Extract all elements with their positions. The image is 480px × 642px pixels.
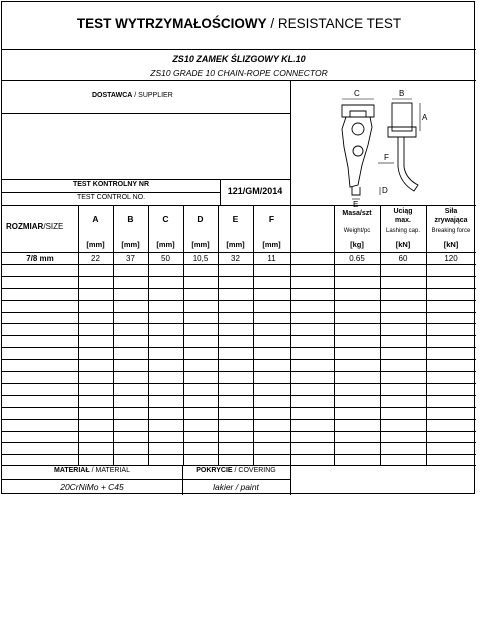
size-header-pl: ROZMIAR bbox=[6, 222, 44, 231]
product-name-en: ZS10 GRADE 10 CHAIN-ROPE CONNECTOR bbox=[150, 68, 328, 78]
cell-size: 7/8 mm bbox=[26, 254, 54, 263]
divider bbox=[2, 113, 290, 114]
material-value: 20CrNiMo + C45 bbox=[60, 482, 124, 492]
covering-label-en: COVERING bbox=[238, 467, 276, 474]
dim-unit-c: [mm] bbox=[156, 240, 175, 249]
dim-header-e: E bbox=[232, 214, 239, 224]
dim-header-f: F bbox=[268, 214, 275, 224]
material-label-sep: / bbox=[89, 467, 96, 474]
material-label-en: MATERIAL bbox=[95, 467, 130, 474]
cell-b: 37 bbox=[126, 254, 135, 263]
dim-header-a: A bbox=[92, 214, 99, 224]
size-header-en: SIZE bbox=[45, 222, 64, 231]
row-divider bbox=[2, 276, 476, 277]
supplier-pl: DOSTAWCA bbox=[92, 92, 133, 99]
drawing-label-f: F bbox=[384, 153, 389, 162]
test-control-pl: TEST KONTROLNY NR bbox=[72, 181, 150, 188]
test-control-number: 121/GM/2014 bbox=[227, 186, 283, 196]
dim-unit-d: [mm] bbox=[191, 240, 210, 249]
dim-unit-b: [mm] bbox=[121, 240, 140, 249]
divider bbox=[2, 49, 476, 50]
dim-header-d: D bbox=[197, 214, 204, 224]
cell-lashing: 60 bbox=[398, 254, 408, 263]
title-sep: / bbox=[266, 16, 278, 31]
mass-header-en: Weight/pc bbox=[343, 228, 371, 234]
mass-unit: [kg] bbox=[350, 240, 364, 249]
dim-unit-e: [mm] bbox=[226, 240, 245, 249]
breaking-unit: [kN] bbox=[443, 240, 459, 249]
size-header-sep: / bbox=[43, 222, 46, 231]
lashing-header-en: Lashing cap. bbox=[385, 228, 421, 234]
covering-label-sep: / bbox=[232, 467, 239, 474]
row-divider bbox=[2, 431, 476, 432]
table-bottom-border bbox=[2, 465, 476, 466]
row-divider bbox=[2, 288, 476, 289]
cell-e: 32 bbox=[231, 254, 240, 263]
row-divider bbox=[2, 419, 476, 420]
cell-mass: 0.65 bbox=[349, 254, 365, 263]
dim-header-b: B bbox=[127, 214, 134, 224]
test-control-en: TEST CONTROL NO. bbox=[76, 194, 146, 201]
row-divider bbox=[2, 264, 476, 265]
page-title bbox=[2, 16, 476, 31]
row-divider bbox=[2, 407, 476, 408]
material-label bbox=[2, 467, 182, 474]
row-divider bbox=[2, 395, 476, 396]
divider bbox=[290, 465, 291, 495]
material-label-pl: MATERIAŁ bbox=[54, 467, 90, 474]
drawing-label-b: B bbox=[399, 89, 405, 98]
lashing-unit: [kN] bbox=[395, 240, 411, 249]
covering-value: lakier / paint bbox=[213, 482, 259, 492]
breaking-header-pl1: Siła bbox=[444, 208, 458, 215]
title-pl: TEST WYTRZYMAŁOŚCIOWY bbox=[76, 16, 267, 31]
supplier-label bbox=[92, 92, 173, 99]
cell-breaking: 120 bbox=[444, 254, 458, 263]
row-divider bbox=[2, 312, 476, 313]
connector-drawing bbox=[322, 87, 432, 207]
row-divider bbox=[2, 323, 476, 324]
drawing-label-a: A bbox=[422, 113, 428, 122]
cell-c: 50 bbox=[161, 254, 170, 263]
size-header bbox=[6, 222, 63, 231]
row-divider bbox=[2, 359, 476, 360]
supplier-en: SUPPLIER bbox=[138, 92, 173, 99]
test-sheet bbox=[1, 1, 475, 494]
cell-a: 22 bbox=[91, 254, 100, 263]
supplier-sep: / bbox=[132, 92, 139, 99]
drawing-label-e: E bbox=[353, 200, 359, 207]
row-divider bbox=[2, 383, 476, 384]
row-divider bbox=[2, 442, 476, 443]
divider bbox=[2, 80, 476, 81]
lashing-header-pl1: Uciąg bbox=[393, 208, 413, 215]
breaking-header-pl2: zrywająca bbox=[434, 217, 468, 224]
title-en: RESISTANCE TEST bbox=[277, 16, 402, 31]
covering-label-pl: POKRYCIE bbox=[196, 467, 233, 474]
table-top-border bbox=[2, 205, 476, 206]
row-divider bbox=[2, 300, 476, 301]
row-divider bbox=[2, 371, 476, 372]
drawing-label-d: D bbox=[382, 186, 388, 195]
row-divider bbox=[2, 335, 476, 336]
covering-label bbox=[182, 467, 290, 474]
breaking-header-en: Breaking force bbox=[431, 228, 471, 234]
lashing-header-pl2: max. bbox=[395, 217, 411, 224]
cell-f: 11 bbox=[267, 254, 276, 263]
row-divider bbox=[2, 347, 476, 348]
row-divider bbox=[2, 454, 476, 455]
product-name-pl: ZS10 ZAMEK ŚLIZGOWY KL.10 bbox=[172, 54, 306, 64]
divider bbox=[2, 479, 290, 480]
header-bottom-border bbox=[2, 252, 476, 253]
divider bbox=[2, 179, 290, 180]
cell-d: 10,5 bbox=[192, 254, 209, 263]
divider bbox=[290, 80, 291, 205]
mass-header-pl: Masa/szt bbox=[342, 210, 372, 217]
dim-unit-a: [mm] bbox=[86, 240, 105, 249]
dim-unit-f: [mm] bbox=[262, 240, 281, 249]
divider bbox=[2, 192, 220, 193]
dim-header-c: C bbox=[162, 214, 169, 224]
drawing-label-c: C bbox=[354, 89, 360, 98]
